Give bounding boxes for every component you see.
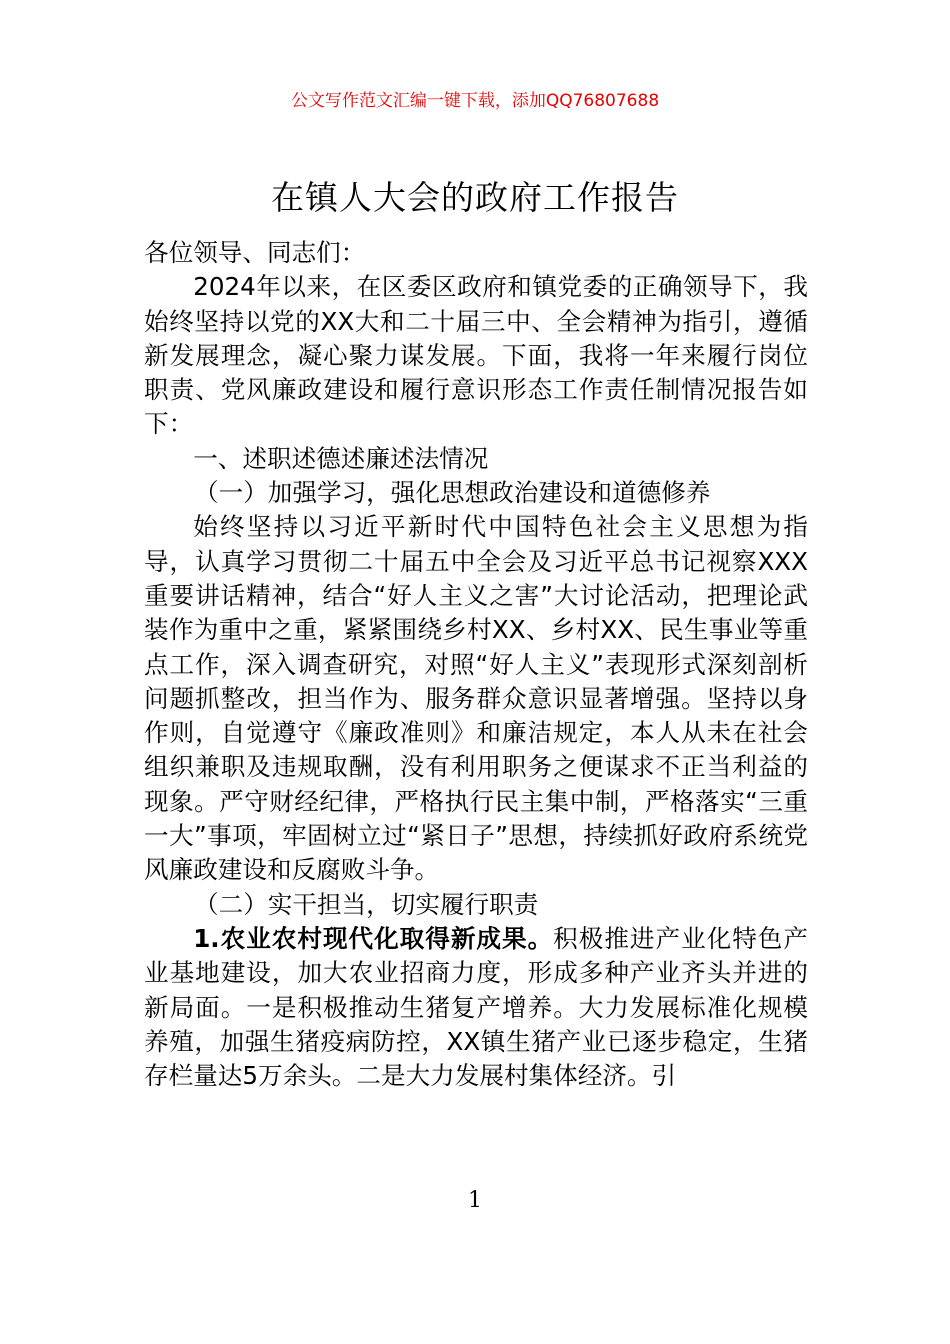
section-heading-1: 一、述职述德述廉述法情况 [193, 443, 489, 473]
item-1-body: 积极推进产业化特色产业基地建设，加大农业招商力度，形成多种产业齐头并进的新局面。一是积极推动生猪复产增养。大力发展标准化规模养殖，加强生猪疫病防控，XX镇生猪产业已逐步稳定，生猪存栏量达5万余头。二是大力发展村集体经济。引 [144, 923, 808, 1091]
salutation: 各位领导、同志们： [144, 238, 366, 267]
download-banner: 公文写作范文汇编一键下载，添加QQ76807688 [290, 91, 660, 111]
subsection-heading-2: （二）实干担当，切实履行职责 [194, 889, 539, 919]
item-1-lead: 1.农业农村现代化取得新成果。 [193, 923, 554, 953]
subsection-1-paragraph: 始终坚持以习近平新时代中国特色社会主义思想为指导，认真学习贯彻二十届五中全会及习近平总书记视察XXX重要讲话精神，结合“好人主义之害”大讨论活动，把理论武装作为重中之重，紧紧围绕乡村XX、乡村XX、民生事业等重点工作，深入调查研究，对照“好人主义”表现形式深刻剖析问题抓整改，担当作为、服务群众意识显著增强。坚持以身作则，自觉遵守《廉政准则》和廉洁规定，本人从未在社会组织兼职及违规取酬，没有利用职务之便谋求不正当利益的现象。严守财经纪律，严格执行民主集中制，严格落实“三重一大”事项，牢固树立过“紧日子”思想，持续抓好政府系统党风廉政建设和反腐败斗争。 [144, 512, 808, 885]
document-title: 在镇人大会的政府工作报告 [271, 178, 679, 217]
page-number: 1 [468, 1188, 482, 1213]
intro-paragraph: 2024年以来，在区委区政府和镇党委的正确领导下，我始终坚持以党的XX大和二十届三中、全会精神为指引，遵循新发展理念，凝心聚力谋发展。下面，我将一年来履行岗位职责、党风廉政建设和履行意识形态工作责任制情况报告如下： [144, 272, 808, 439]
document-body [144, 236, 808, 1093]
item-1-paragraph [144, 922, 808, 1093]
subsection-heading-1: （一）加强学习，强化思想政治建设和道德修养 [194, 478, 711, 508]
